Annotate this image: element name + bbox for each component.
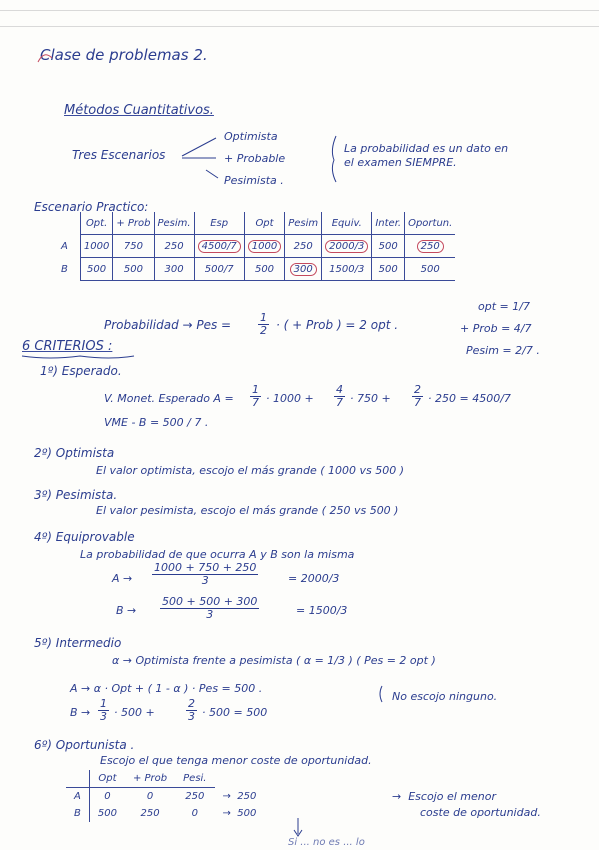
table-cell: 750 <box>113 235 154 258</box>
title-tick <box>38 55 52 62</box>
c3-text: El valor pesimista, escojo el más grande ( 250 vs 500 ) <box>96 504 399 517</box>
note-brace <box>332 136 336 182</box>
result-value: 250 <box>237 790 257 802</box>
c1-vme-a-prefix: V. Monet. Esperado A = <box>104 392 234 405</box>
prob-side-pesim: Pesim = 2/7 . <box>466 344 540 357</box>
practical-header-cell: + Prob <box>113 212 154 235</box>
c6-title: 6º) Oportunista . <box>34 738 135 752</box>
scenarios-note-line2: el examen SIEMPRE. <box>344 156 457 169</box>
c5-note: No escojo ninguno. <box>392 690 498 703</box>
c3-title: 3º) Pesimista. <box>34 488 118 502</box>
fraction-num: 4 <box>336 383 343 396</box>
fraction-den: 7 <box>252 396 259 409</box>
fraction-num: 1 <box>252 383 259 396</box>
table-cell: 250 <box>285 235 322 258</box>
table-cell: 500 <box>80 258 112 281</box>
practical-header-cell: Oportun. <box>405 212 456 235</box>
practical-header-cell: Inter. <box>372 212 405 235</box>
table-cell: 500 <box>97 808 117 819</box>
fraction-num: 1 <box>100 697 107 710</box>
c5-b-prefix: B → <box>70 706 91 719</box>
c4-a-prefix: A → <box>112 572 133 585</box>
c5-b-term-2: · 500 = 500 <box>202 706 268 719</box>
table-cell: 500 <box>113 258 154 281</box>
fraction-num: 2 <box>414 383 421 396</box>
c1-term-2: · 750 + <box>350 392 391 405</box>
fraction-num: 500 + 500 + 300 <box>162 595 258 608</box>
scenarios-label: Tres Escenarios <box>72 148 166 162</box>
fraction-den: 2 <box>260 324 267 337</box>
table-cell: 0 <box>191 808 198 819</box>
c4-b-prefix: B → <box>116 604 137 617</box>
fraction-den: 3 <box>206 608 214 621</box>
section-title: Métodos Cuantitativos. <box>64 103 214 118</box>
c4-b-result: = 1500/3 <box>296 604 348 617</box>
c6-note-line2: coste de oportunidad. <box>420 806 541 819</box>
scenario-probable: + Probable <box>224 152 286 165</box>
fraction-den: 7 <box>336 396 343 409</box>
result-cell: → 500 <box>222 808 257 819</box>
scenarios-note-line1: La probabilidad es un dato en <box>344 142 509 155</box>
c5-b-term-1: · 500 + <box>114 706 155 719</box>
table-cell: 500/7 <box>194 258 244 281</box>
result-cell: → 250 <box>222 790 257 802</box>
fraction-num: 1000 + 750 + 250 <box>154 561 257 574</box>
criteria-underline-squiggle <box>22 356 134 358</box>
table-cell: 500 <box>372 235 405 258</box>
c1-title: 1º) Esperado. <box>40 364 122 378</box>
c6-note-text-1: Escojo el menor <box>408 790 496 803</box>
table-cell: 1000 <box>80 235 112 258</box>
fraction-den: 3 <box>188 710 195 723</box>
c6-note-line1: → Escojo el menor <box>392 790 496 803</box>
row-label: B <box>66 805 89 822</box>
c2-title: 2º) Optimista <box>34 446 115 460</box>
c6-text: Escojo el que tenga menor coste de oportunidad. <box>100 754 372 767</box>
practical-header-cell: Esp <box>194 212 244 235</box>
opportunity-header-cell: Opt <box>89 770 125 788</box>
c6-bottom-text: Si ... no es ... lo <box>288 837 365 848</box>
circled-value: 300 <box>290 263 317 276</box>
row-label: B <box>58 258 80 281</box>
page-title: Clase de problemas 2. <box>40 46 208 64</box>
practical-header-cell: Pesim. <box>154 212 194 235</box>
c5-text: α → Optimista frente a pesimista ( α = 1/3 ) ( Pes = 2 opt ) <box>112 654 436 667</box>
fraction-num: 1 <box>260 311 267 324</box>
table-cell: 0 <box>146 791 154 802</box>
probability-right: · ( + Prob ) = 2 opt . <box>276 318 399 332</box>
table-cell: 300 <box>154 258 194 281</box>
prob-side-prob: + Prob = 4/7 <box>460 322 532 335</box>
probability-left: Probabilidad → Pes = <box>104 318 232 332</box>
opportunity-header-cell: Pesi. <box>175 770 214 788</box>
fraction-den: 3 <box>100 710 107 723</box>
branch-line-up <box>182 138 216 156</box>
opportunity-header-cell: + Prob <box>125 770 175 788</box>
c4-a-result: = 2000/3 <box>288 572 340 585</box>
row-label: A <box>58 235 80 258</box>
row-label: A <box>66 788 89 806</box>
fraction-den: 7 <box>414 396 421 409</box>
circled-value: 2000/3 <box>325 240 368 253</box>
scenario-optimista: Optimista <box>224 130 278 143</box>
c2-text: El valor optimista, escojo el más grande ( 1000 vs 500 ) <box>96 464 405 477</box>
c5-a-line: A → α · Opt + ( 1 - α ) · Pes = 500 . <box>70 682 263 695</box>
practical-header-cell: Opt <box>244 212 284 235</box>
practical-header-cell: Equiv. <box>322 212 372 235</box>
table-cell: 500 <box>244 258 284 281</box>
c5-title: 5º) Intermedio <box>34 636 122 650</box>
table-cell: 0 <box>104 791 111 802</box>
prob-side-opt: opt = 1/7 <box>478 300 530 313</box>
table-cell: 500 <box>405 258 456 281</box>
practical-header-cell: Pesim <box>285 212 322 235</box>
c4-text: La probabilidad de que ocurra A y B son la misma <box>80 548 355 561</box>
result-value: 500 <box>237 808 257 819</box>
criteria-title: 6 CRITERIOS : <box>22 339 113 354</box>
table-cell: 250 <box>185 791 205 802</box>
circled-value: 4500/7 <box>198 240 241 253</box>
scenario-pesimista: Pesimista . <box>224 174 284 187</box>
c1-vme-b: VME - B = 500 / 7 . <box>104 416 209 429</box>
practical-header-cell: Opt. <box>80 212 112 235</box>
table-cell: 250 <box>154 235 194 258</box>
c5-brace <box>380 686 382 702</box>
fraction-num: 2 <box>188 697 195 710</box>
table-cell: 250 <box>140 808 160 819</box>
circled-value: 250 <box>417 240 444 253</box>
fraction-den: 3 <box>201 574 209 587</box>
table-cell: 1500/3 <box>322 258 372 281</box>
c1-term-1: · 1000 + <box>266 392 314 405</box>
circled-value: 1000 <box>248 240 281 253</box>
table-cell: 500 <box>372 258 405 281</box>
branch-line-down <box>206 170 218 178</box>
practical-title: Escenario Practico: <box>34 200 149 214</box>
c1-term-3: · 250 = 4500/7 <box>428 392 511 405</box>
c4-title: 4º) Equiprovable <box>34 530 135 544</box>
